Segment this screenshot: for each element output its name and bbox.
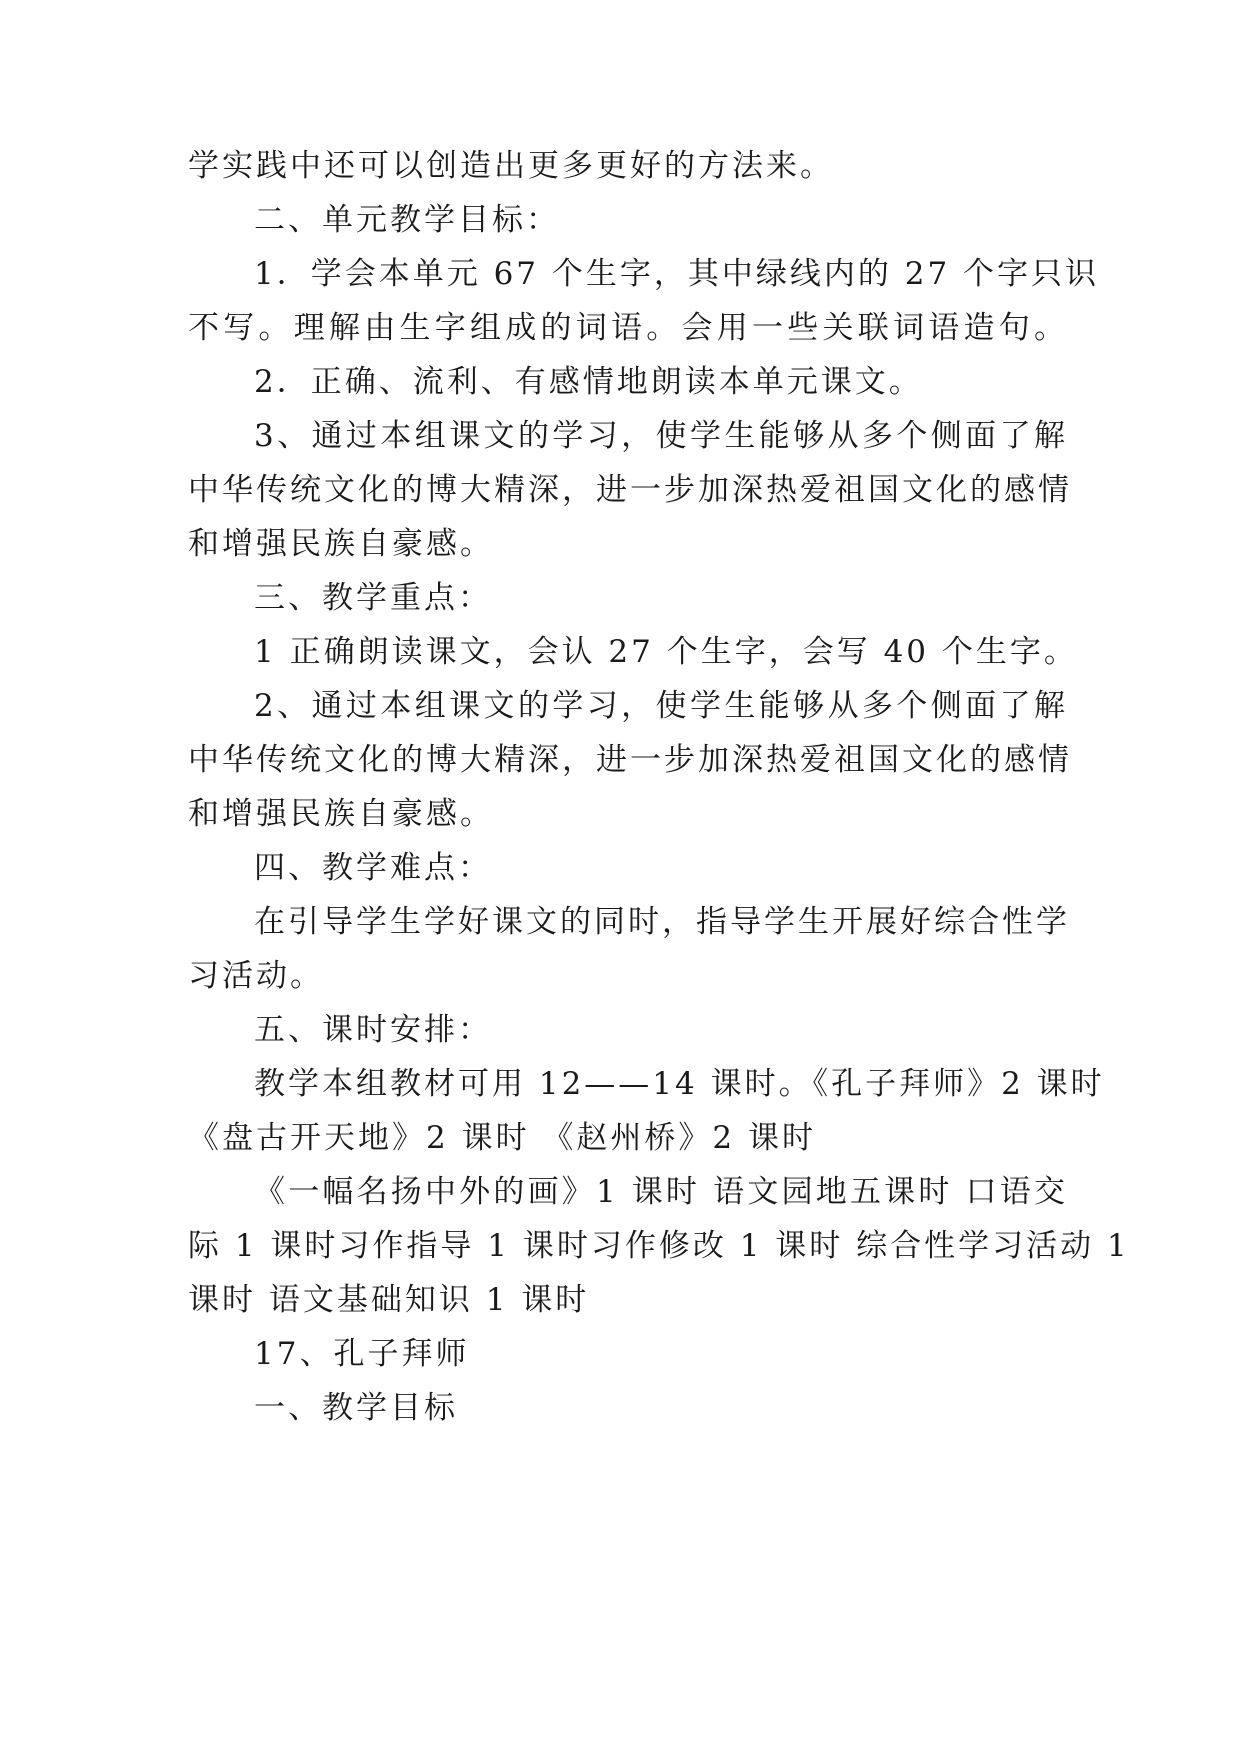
section-heading: 三、教学重点： — [254, 580, 492, 616]
text-line: 和增强民族自豪感。 — [188, 796, 494, 832]
text-line: 际 1 课时习作指导 1 课时习作修改 1 课时 综合性学习活动 1 — [188, 1228, 1130, 1264]
text-line: 中华传统文化的博大精深，进一步加深热爱祖国文化的感情 — [188, 472, 1072, 508]
text-line: 3、通过本组课文的学习，使学生能够从多个侧面了解 — [254, 418, 1068, 454]
text-line: 和增强民族自豪感。 — [188, 526, 494, 562]
text-line: 中华传统文化的博大精深，进一步加深热爱祖国文化的感情 — [188, 742, 1072, 778]
text-line: 在引导学生学好课文的同时，指导学生开展好综合性学 — [254, 904, 1070, 940]
text-line: 学实践中还可以创造出更多更好的方法来。 — [188, 148, 834, 184]
section-heading: 五、课时安排： — [254, 1012, 492, 1048]
lesson-title: 17、孔子拜师 — [254, 1336, 470, 1372]
text-line: 2、通过本组课文的学习，使学生能够从多个侧面了解 — [254, 688, 1068, 724]
text-line: 不写。理解由生字组成的词语。会用一些关联词语造句。 — [188, 310, 1068, 346]
section-heading: 一、教学目标 — [254, 1390, 458, 1426]
text-line: 《盘古开天地》2 课时 《赵州桥》2 课时 — [188, 1120, 817, 1156]
text-line: 2．正确、流利、有感情地朗读本单元课文。 — [254, 364, 923, 400]
text-line: 1 正确朗读课文，会认 27 个生字，会写 40 个生字。 — [254, 634, 1078, 670]
section-heading: 二、单元教学目标： — [254, 202, 560, 238]
section-heading: 四、教学难点： — [254, 850, 492, 886]
text-line: 习活动。 — [188, 958, 324, 994]
text-line: 教学本组教材可用 12——14 课时。《孔子拜师》2 课时 — [254, 1066, 1105, 1102]
text-line: 《一幅名扬中外的画》1 课时 语文园地五课时 口语交 — [254, 1174, 1068, 1210]
text-line: 课时 语文基础知识 1 课时 — [188, 1282, 590, 1318]
text-line: 1．学会本单元 67 个生字，其中绿线内的 27 个字只识 — [254, 256, 1100, 292]
